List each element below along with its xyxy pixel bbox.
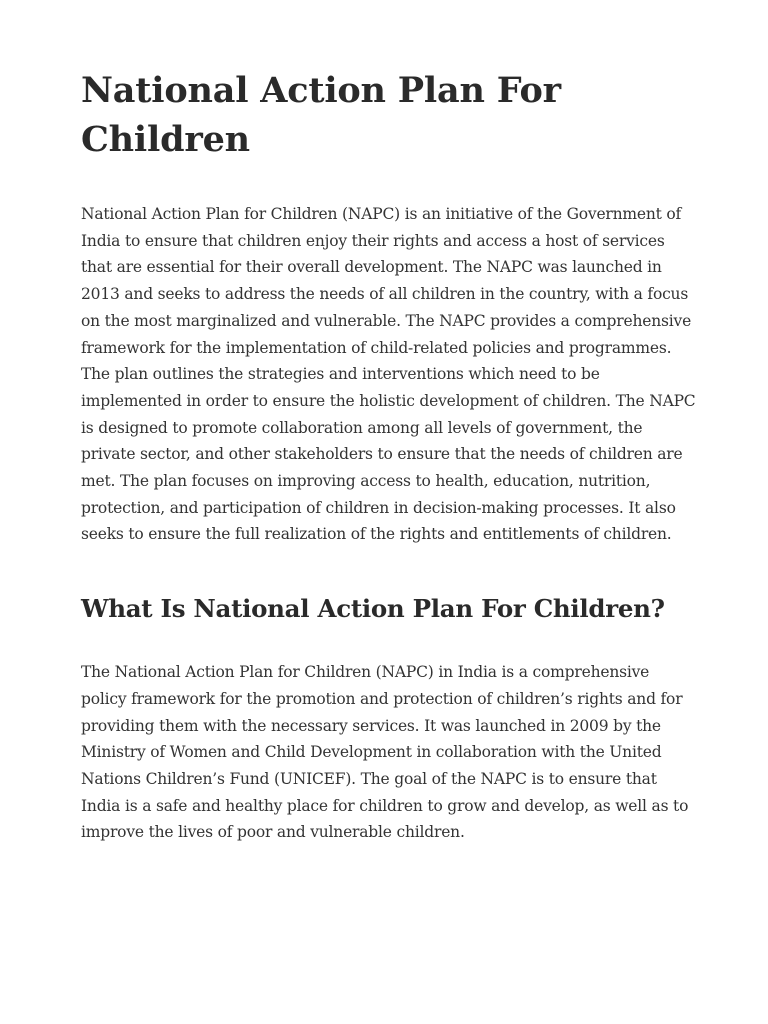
page-title: National Action Plan For Children xyxy=(81,70,561,160)
section-heading: What Is National Action Plan For Children? xyxy=(81,594,665,624)
intro-paragraph: National Action Plan for Children (NAPC) is an initiative of the Government of India to ensure that children enjoy their rights and access a host of services that are essential for their overall development. The NAPC was launched in 2013 and seeks to address the needs of all children in the country, with a focus on the most marginalized and vulnerable. The NAPC provides a comprehensive framework for the implementation of child-related policies and programmes. The plan outlines the strategies and interventions which need to be implemented in order to ensure the holistic development of children. The NAPC is designed to promote collaboration among all levels of government, the private sector, and other stakeholders to ensure that the needs of children are met. The plan focuses on improving access to health, education, nutrition, protection, and participation of children in decision-making processes. It also seeks to ensure the full realization of the rights and entitlements of children. xyxy=(81,205,696,544)
article xyxy=(81,66,699,846)
section-paragraph: The National Action Plan for Children (NAPC) in India is a comprehensive policy framework for the promotion and protection of children’s rights and for providing them with the necessary services. It was launched in 2009 by the Ministry of Women and Child Development in collaboration with the United Nations Children’s Fund (UNICEF). The goal of the NAPC is to ensure that India is a safe and healthy place for children to grow and develop, as well as to improve the lives of poor and vulnerable children. xyxy=(81,663,689,842)
